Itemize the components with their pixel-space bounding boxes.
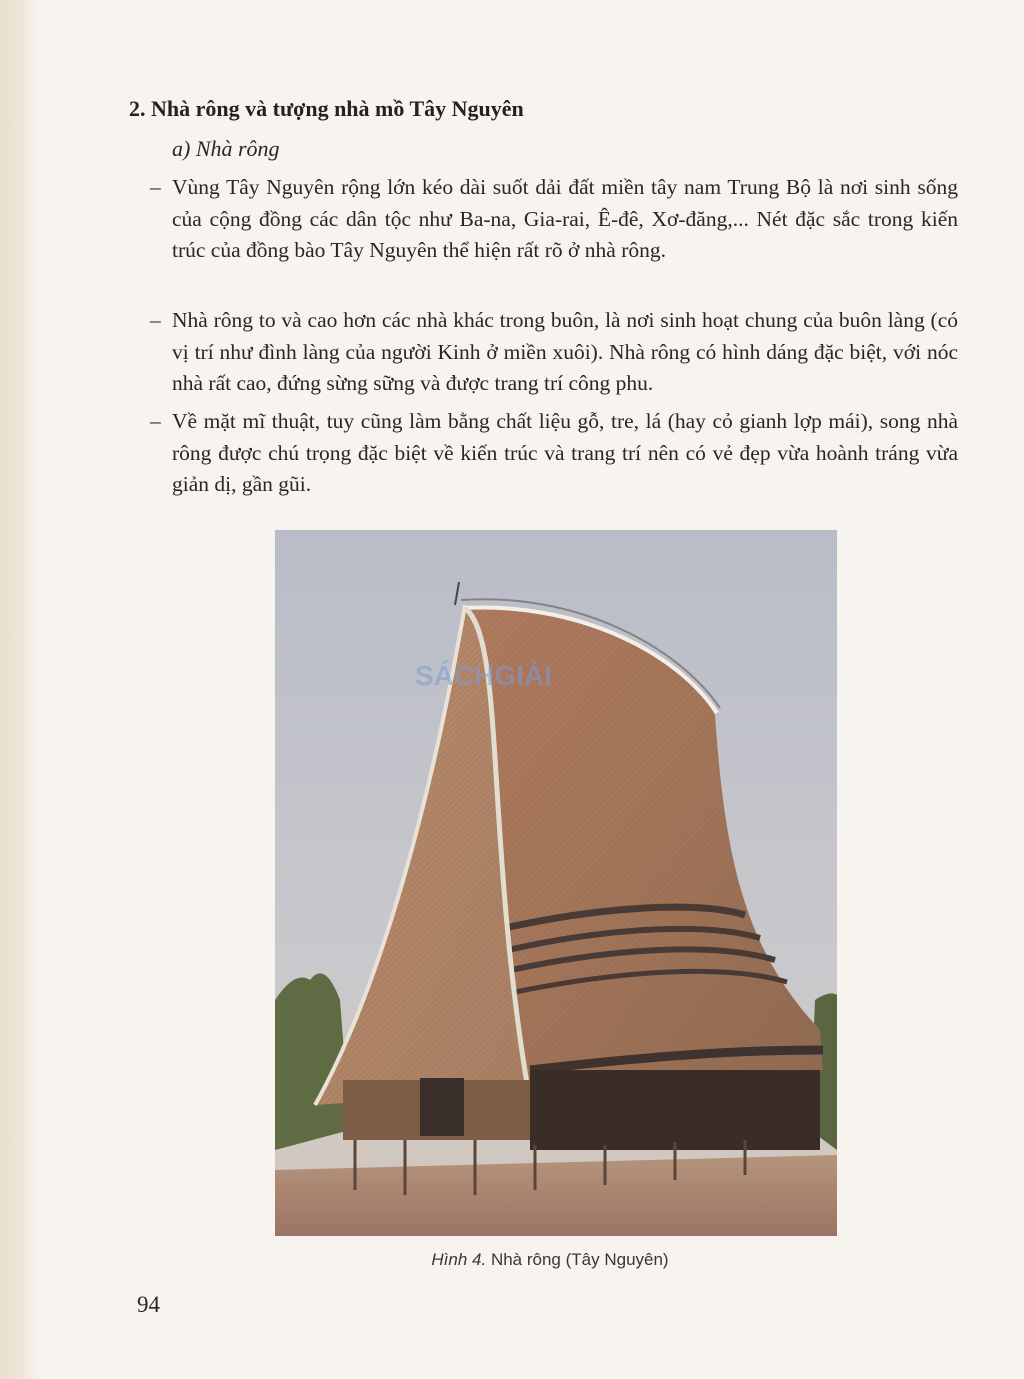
page-gutter-shadow xyxy=(0,0,38,1379)
paragraph-text: Nhà rông to và cao hơn các nhà khác trong buôn, là nơi sinh hoạt chung của buôn làng (có vị trí như đình làng của người Kinh ở miền xuôi). Nhà rông có hình dáng đặc biệt, với nóc nhà rất cao, đứng sừng sững và được trang trí công phu. xyxy=(172,308,958,395)
subsection-heading: a) Nhà rông xyxy=(172,136,280,161)
figure-label: Hình 4. xyxy=(431,1250,487,1269)
paragraph-1 xyxy=(150,172,958,267)
paragraph-text: Vùng Tây Nguyên rộng lớn kéo dài suốt dải đất miền tây nam Trung Bộ là nơi sinh sống của cộng đồng các dân tộc như Ba-na, Gia-rai, Ê-đê, Xơ-đăng,... Nét đặc sắc trong kiến trúc của đồng bào Tây Nguyên thể hiện rất rõ ở nhà rông. xyxy=(172,175,958,262)
page-number: 94 xyxy=(137,1292,160,1317)
paragraph-text: Về mặt mĩ thuật, tuy cũng làm bằng chất liệu gỗ, tre, lá (hay cỏ gianh lợp mái), song nhà rông được chú trọng đặc biệt về kiến trúc và trang trí nên có vẻ đẹp vừa hoành tráng vừa giản dị, gần gũi. xyxy=(172,409,958,496)
bullet-dash: – xyxy=(150,409,161,433)
bullet-dash: – xyxy=(150,308,161,332)
nha-rong-photo xyxy=(275,530,837,1236)
paragraph-3 xyxy=(150,406,958,501)
figure-caption xyxy=(0,1250,1024,1270)
section-heading: 2. Nhà rông và tượng nhà mồ Tây Nguyên xyxy=(129,96,524,121)
watermark-text: SÁCHGIẢI xyxy=(415,660,552,691)
bullet-dash: – xyxy=(150,175,161,199)
figure-caption-text: Nhà rông (Tây Nguyên) xyxy=(490,1250,669,1269)
paragraph-2 xyxy=(150,305,958,400)
